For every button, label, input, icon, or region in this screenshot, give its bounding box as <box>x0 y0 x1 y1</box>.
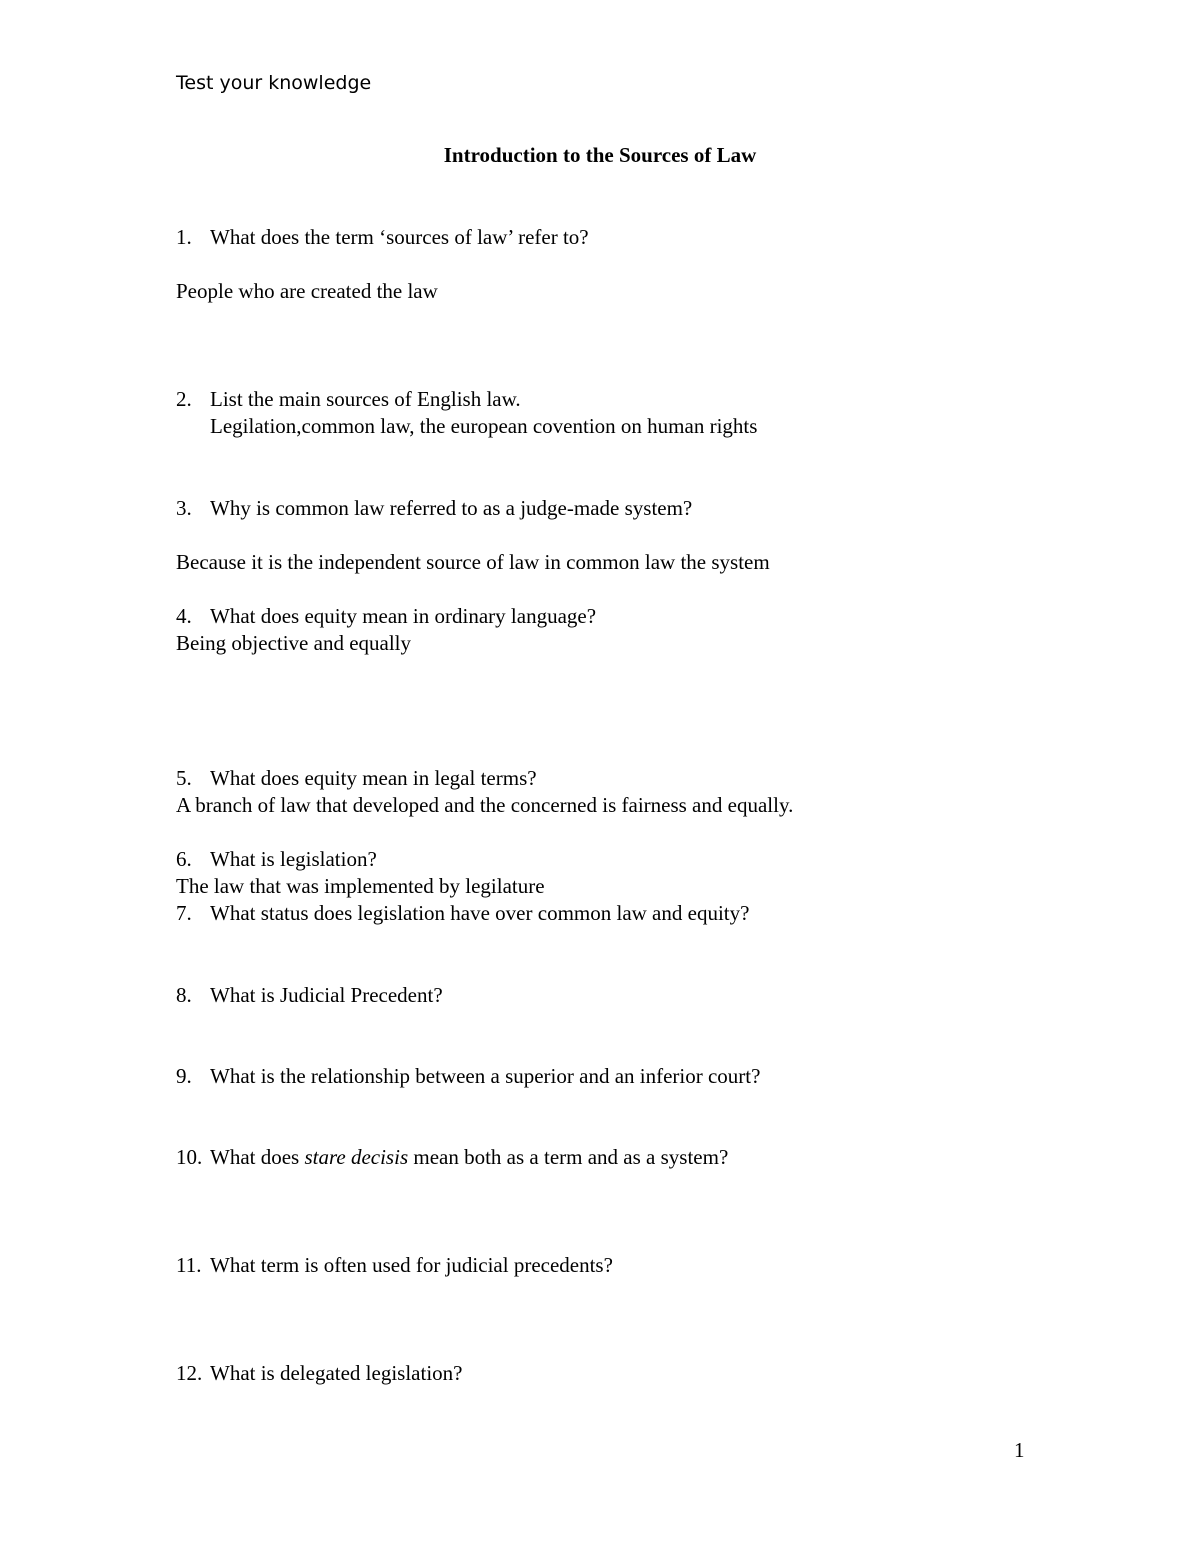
question-number: 10. <box>176 1145 203 1169</box>
question-text <box>210 1147 728 1168</box>
question-text: Why is common law referred to as a judge-made system? <box>210 496 693 520</box>
document-header: Test your knowledge <box>176 72 372 94</box>
question-number: 8. <box>176 983 192 1007</box>
question-text: What is the relationship between a superior and an inferior court? <box>210 1064 761 1088</box>
question-text: List the main sources of English law. <box>210 387 521 411</box>
question-number: 2. <box>176 387 192 411</box>
question-text: What is delegated legislation? <box>210 1361 463 1385</box>
answer-3: Because it is the independent source of law in common law the system <box>176 550 770 574</box>
question-number: 3. <box>176 496 192 520</box>
question-text-italic: stare decisis <box>304 1145 409 1169</box>
question-text: What is Judicial Precedent? <box>210 983 443 1007</box>
question-number: 12. <box>176 1361 203 1385</box>
answer-6: The law that was implemented by legilature <box>176 874 545 898</box>
document-title: Introduction to the Sources of Law <box>443 143 757 167</box>
question-number: 7. <box>176 901 192 925</box>
question-text: What does equity mean in legal terms? <box>210 766 537 790</box>
question-text: What does equity mean in ordinary language? <box>210 604 597 628</box>
question-number: 6. <box>176 847 192 871</box>
question-number: 4. <box>176 604 192 628</box>
question-text-after: mean both as a term and as a system? <box>408 1145 729 1169</box>
question-text: What status does legislation have over common law and equity? <box>210 901 750 925</box>
question-text: What is legislation? <box>210 847 377 871</box>
question-number: 1. <box>176 225 192 249</box>
question-number: 5. <box>176 766 192 790</box>
page-number: 1 <box>1014 1438 1025 1462</box>
question-text: What does the term ‘sources of law’ refer to? <box>210 225 589 249</box>
answer-1: People who are created the law <box>176 279 438 303</box>
question-text: What term is often used for judicial precedents? <box>210 1253 613 1277</box>
question-number: 9. <box>176 1064 192 1088</box>
answer-5: A branch of law that developed and the concerned is fairness and equally. <box>176 793 794 817</box>
question-number: 11. <box>176 1253 202 1277</box>
question-text-before: What does <box>210 1145 305 1169</box>
answer-4: Being objective and equally <box>176 631 412 655</box>
answer-2: Legilation,common law, the european covention on human rights <box>210 414 758 438</box>
